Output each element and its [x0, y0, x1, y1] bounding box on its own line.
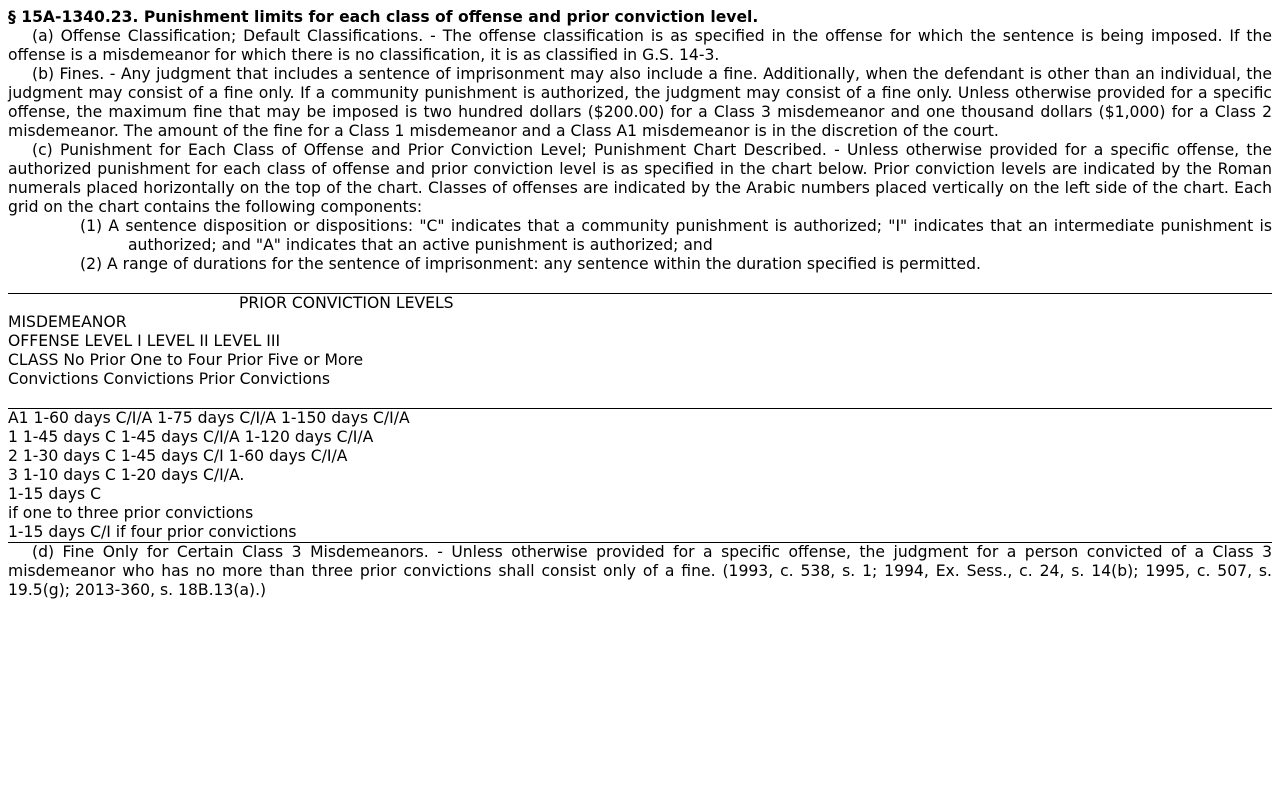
statute-document	[8, 8, 1272, 600]
paragraph-d: (d) Fine Only for Certain Class 3 Misdemeanors. - Unless otherwise provided for a specific offense, the judgment for a person convicted of a Class 3 misdemeanor who has no more than three prior convictions shall consist only of a fine. (1993, c. 538, s. 1; 1994, Ex. Sess., c. 24, s. 14(b); 1995, c. 507, s. 19.5(g); 2013-360, s. 18B.13(a).)	[8, 543, 1272, 599]
chart-row: 3 1-10 days C 1-20 days C/I/A.	[8, 466, 245, 484]
paragraph-c-item-1: (1) A sentence disposition or dispositions: "C" indicates that a community punishment is authorized; "I" indicates that an intermediate punishment is authorized; and "A" indicates that an active punishment is authorized; and	[80, 217, 1272, 254]
chart-row: 1 1-45 days C 1-45 days C/I/A 1-120 days C/I/A	[8, 428, 374, 446]
paragraph-c: (c) Punishment for Each Class of Offense and Prior Conviction Level; Punishment Chart Described. - Unless otherwise provided for a specific offense, the authorized punishment for each class of offense and prior conviction level is as specified in the chart below. Prior conviction levels are indicated by the Roman numerals placed horizontally on the top of the chart. Classes of offenses are indicated by the Arabic numbers placed vertically on the left side of the chart. Each grid on the chart contains the following components:	[8, 141, 1272, 216]
punishment-chart	[8, 294, 1272, 543]
chart-row: A1 1-60 days C/I/A 1-75 days C/I/A 1-150 days C/I/A	[8, 409, 410, 427]
paragraph-c-item-2: (2) A range of durations for the sentence of imprisonment: any sentence within the duration specified is permitted.	[80, 255, 981, 273]
spacer	[8, 389, 1272, 408]
paragraph-b: (b) Fines. - Any judgment that includes a sentence of imprisonment may also include a fine. Additionally, when the defendant is other than an individual, the judgment may consist of a fine only. If a community punishment is authorized, the judgment may consist of a fine only. Unless otherwise provided for a specific offense, the maximum fine that may be imposed is two hundred dollars ($200.00) for a Class 3 misdemeanor and one thousand dollars ($1,000) for a Class 2 misdemeanor. The amount of the fine for a Class 1 misdemeanor and a Class A1 misdemeanor is in the discretion of the court.	[8, 65, 1272, 140]
section-heading: § 15A-1340.23. Punishment limits for each class of offense and prior conviction level.	[8, 8, 759, 26]
chart-row: 1-15 days C/I if four prior convictions	[8, 523, 297, 541]
chart-header-line: Convictions Convictions Prior Convictions	[8, 370, 331, 388]
spacer	[8, 274, 1272, 293]
chart-header-line: CLASS No Prior One to Four Prior Five or More	[8, 351, 364, 369]
chart-title: PRIOR CONVICTION LEVELS	[239, 294, 454, 312]
chart-row: if one to three prior convictions	[8, 504, 254, 522]
chart-header-line: OFFENSE LEVEL I LEVEL II LEVEL III	[8, 332, 281, 350]
chart-row: 1-15 days C	[8, 485, 101, 503]
paragraph-a: (a) Offense Classification; Default Classifications. - The offense classification is as specified in the offense for which the sentence is being imposed. If the offense is a misdemeanor for which there is no classification, it is as classified in G.S. 14-3.	[8, 27, 1272, 64]
chart-header-line: MISDEMEANOR	[8, 313, 127, 331]
chart-row: 2 1-30 days C 1-45 days C/I 1-60 days C/I/A	[8, 447, 348, 465]
